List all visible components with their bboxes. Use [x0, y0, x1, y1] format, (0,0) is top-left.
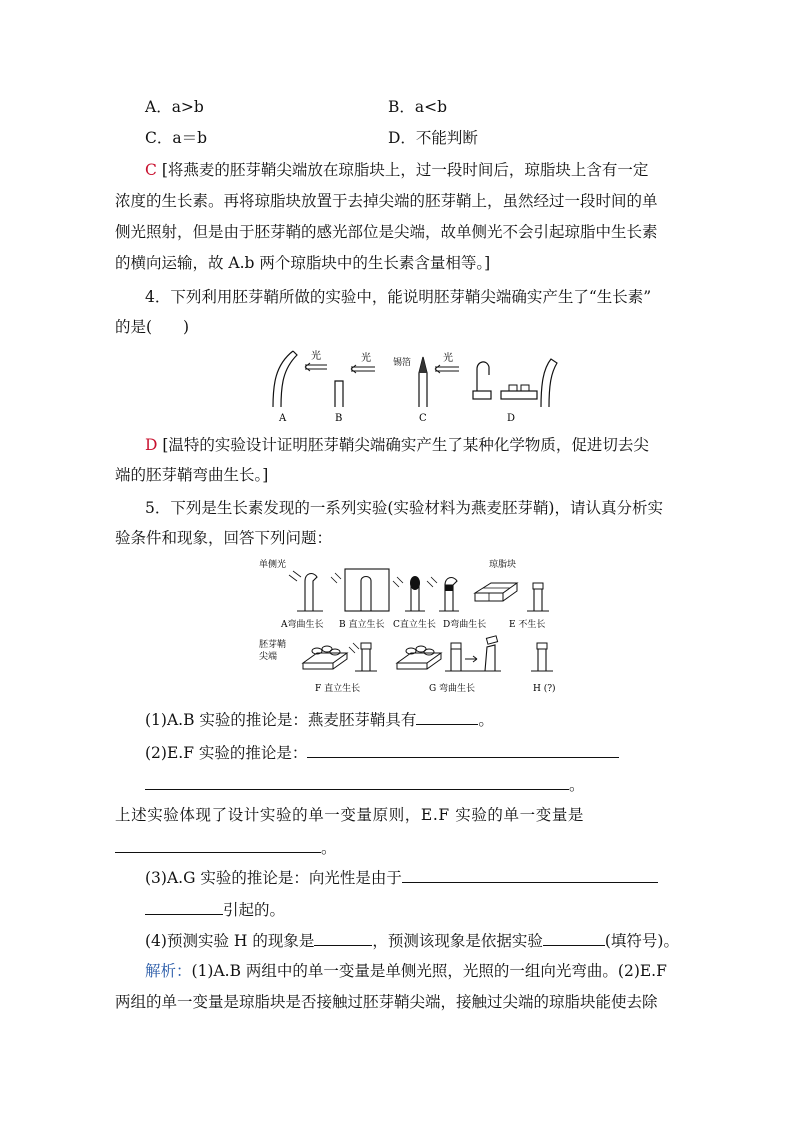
- q3-explanation-line-4: 的横向运输，故 A.b 两个琼脂块中的生长素含量相等。]: [115, 254, 491, 272]
- answer-blank-4b[interactable]: [145, 898, 223, 915]
- q5-sub3: [145, 866, 715, 889]
- q4-stem-line-2: 的是( ): [115, 318, 190, 336]
- q5-sub4-text-c: (填符号)。: [604, 932, 679, 950]
- q4-figure: [265, 345, 565, 425]
- q4-explanation-line-2: 端的胚芽鞘弯曲生长。]: [115, 466, 269, 484]
- foil-label: 锡箔: [393, 358, 412, 368]
- q3-explanation-line-2: 浓度的生长素。再将琼脂块放置于去掉尖端的胚芽鞘上，虽然经过一段时间的单: [115, 192, 658, 210]
- row2-f-icon: [362, 649, 370, 671]
- light-label-a: 光: [311, 351, 321, 362]
- row1-b-box-icon: [345, 569, 389, 611]
- q3-explanation-line-1: [145, 159, 715, 181]
- q3-answer-letter: C: [145, 161, 157, 179]
- q4-explanation-text: [温特的实验设计证明胚芽鞘尖端确实产生了某种化学物质，促进切去尖: [162, 436, 649, 454]
- q5-sub3-end: 引起的。: [223, 901, 286, 919]
- q3-explanation-line-3: 侧光照射，但是由于胚芽鞘的感光部位是尖端，故单侧光不会引起琼脂中生长素: [115, 223, 658, 241]
- q5-sub4-text-b: ，预测该现象是依据实验: [372, 932, 543, 950]
- q5-sub1-text: (1)A.B 实验的推论是：燕麦胚芽鞘具有: [145, 711, 417, 729]
- q5-sub2: [145, 741, 715, 764]
- agar-block-icon: [475, 583, 517, 601]
- q5-stem-line-1: 5．下列是生长素发现的一系列实验(实验材料为燕麦胚芽鞘)，请认真分析实: [145, 499, 663, 517]
- q5-sub1-end: 。: [478, 711, 494, 729]
- answer-blank-1[interactable]: [416, 708, 478, 725]
- q5-sub4-text-a: (4)预测实验 H 的现象是: [145, 932, 315, 950]
- q5-sub3-cont: [145, 898, 715, 921]
- option-c: C．a＝b: [145, 129, 208, 147]
- single-light-label: 单侧光: [259, 560, 287, 570]
- answer-blank-4a[interactable]: [402, 866, 658, 883]
- q5-principle-cont: [115, 836, 685, 859]
- answer-blank-3[interactable]: [115, 836, 321, 853]
- option-b: B．a<b: [388, 98, 448, 116]
- q5-sub4: [145, 929, 715, 952]
- tip-label-1: 胚芽鞘: [259, 640, 287, 650]
- row2-f-agar-icon: [303, 653, 347, 669]
- answer-blank-6[interactable]: [543, 929, 605, 946]
- tip-label-2: 尖端: [259, 652, 278, 662]
- row1-e-icon: [534, 589, 542, 611]
- analysis-label: 解析：: [145, 962, 192, 980]
- option-a: A．a>b: [145, 98, 204, 116]
- panel-label-b: B: [335, 413, 343, 424]
- row1-label-c: C直立生长: [393, 620, 436, 630]
- q5-sub3-text: (3)A.G 实验的推论是：向光性是由于: [145, 869, 402, 887]
- row1-label-b: B 直立生长: [339, 620, 385, 630]
- panel-label-a: A: [279, 413, 287, 424]
- row2-label-g: G 弯曲生长: [429, 684, 476, 694]
- row2-h-icon: [538, 649, 546, 671]
- light-label-c: 光: [443, 353, 453, 364]
- row1-label-e: E 不生长: [509, 620, 546, 630]
- panel-label-c: C: [419, 413, 427, 424]
- coleoptile-d-icon: [477, 362, 489, 391]
- q5-sub2-cont: [145, 773, 715, 796]
- q4-stem-line-1: 4．下列利用胚芽鞘所做的实验中，能说明胚芽鞘尖端确实产生了“生长素”: [145, 288, 652, 306]
- q5-stem-line-2: 验条件和现象，回答下列问题：: [115, 529, 333, 547]
- answer-blank-5[interactable]: [314, 929, 372, 946]
- q5-sub2-end: 。: [569, 776, 585, 794]
- q5-sub1: [145, 708, 715, 731]
- coleoptile-b-icon: [335, 381, 343, 407]
- q5-principle-line: 上述实验体现了设计实验的单一变量原则，E.F 实验的单一变量是: [115, 806, 585, 824]
- row2-label-f: F 直立生长: [315, 684, 361, 694]
- light-label-b: 光: [361, 353, 371, 364]
- q5-analysis-line-1: [145, 960, 715, 982]
- row2-g-icon: [451, 649, 461, 671]
- q5-principle-end: 。: [321, 839, 337, 857]
- option-d: D．不能判断: [388, 129, 478, 147]
- row2-g-agar-icon: [397, 653, 441, 669]
- panel-label-d: D: [507, 413, 516, 424]
- q5-sub2-text: (2)E.F 实验的推论是：: [145, 744, 308, 762]
- row1-label-d: D弯曲生长: [443, 620, 487, 630]
- q4-explanation-line-1: [145, 434, 715, 456]
- answer-blank-2b[interactable]: [145, 773, 569, 790]
- q5-figure: [255, 555, 565, 700]
- row2-label-h: H (?): [533, 684, 556, 694]
- row1-label-a: A弯曲生长: [281, 620, 324, 630]
- answer-blank-2a[interactable]: [307, 741, 619, 758]
- q5-analysis-line-2: 两组的单一变量是琼脂块是否接触过胚芽鞘尖端，接触过尖端的琼脂块能使去除: [115, 993, 658, 1011]
- q3-explanation-text: [将燕麦的胚芽鞘尖端放在琼脂块上，过一段时间后，琼脂块上含有一定: [161, 161, 649, 179]
- q4-answer-letter: D: [145, 436, 158, 454]
- agar-label: 琼脂块: [489, 560, 517, 570]
- row1-a-icon: [305, 574, 317, 611]
- analysis-text-1: (1)A.B 两组中的单一变量是单侧光照，光照的一组向光弯曲。(2)E.F: [191, 962, 667, 980]
